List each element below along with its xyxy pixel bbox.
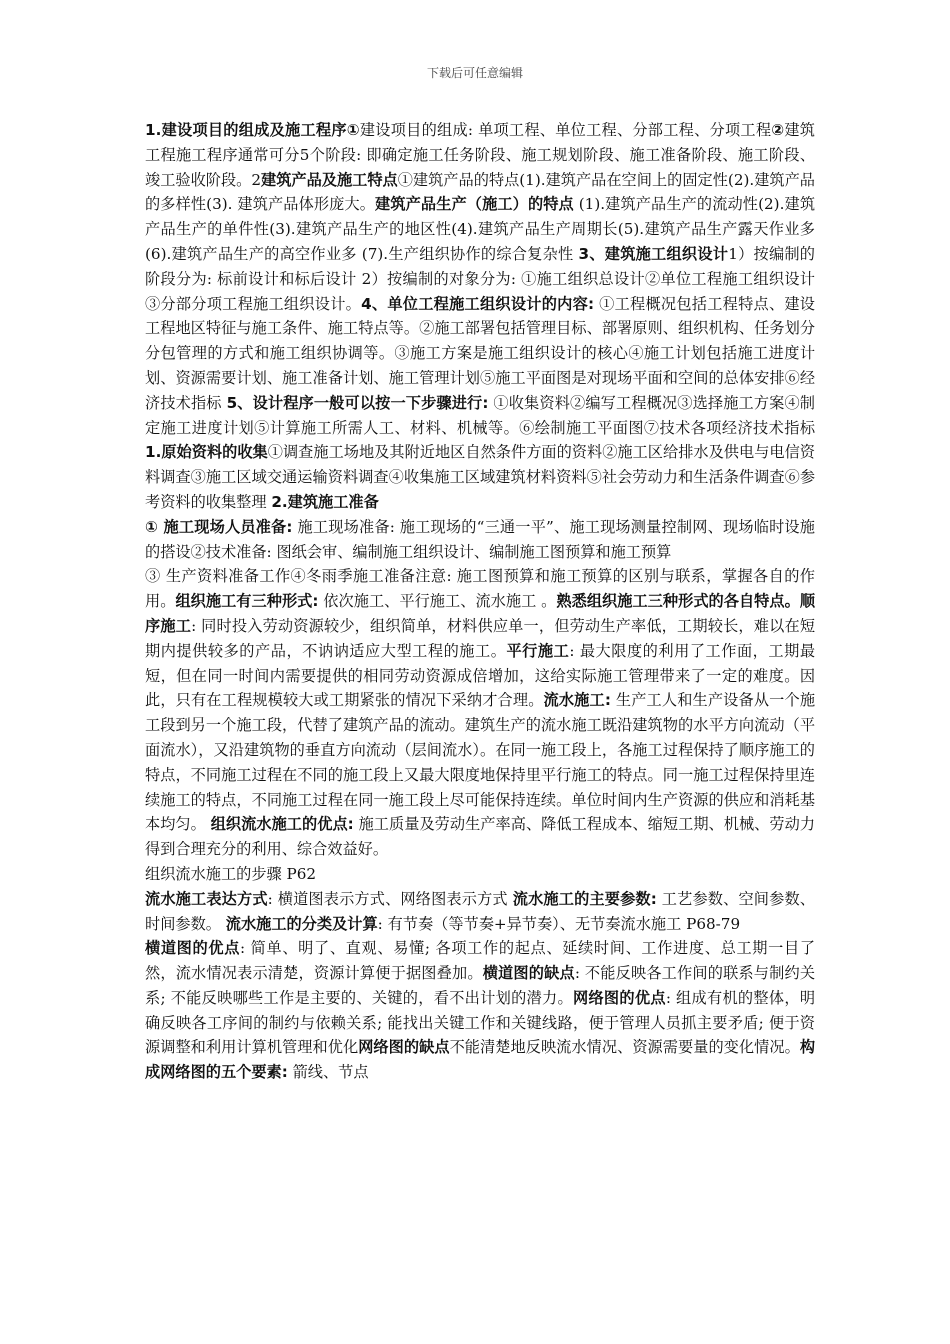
bold-heading-text: 横道图的优点 bbox=[145, 939, 241, 958]
body-text: : 不能反映各工作间的联系与制约关系; 不能反映哪些工作是主要的、关键的，看不出计划的潜力。 bbox=[145, 964, 816, 1007]
body-text: 生产工人和生产设备从一个施工段到另一个施工段，代替了建筑产品的流动。建筑生产的流水施工既沿建筑物的水平方向流动（平面流水），又沿建筑物的垂直方向流动（层间流水）。在同一施工段上，各施工过程保持了顺序施工的特点，不同施工过程在不同的施工段上又最大限度地保持里平行施工的特点。同一施工过程保持里连续施工的特点，不同施工过程在同一施工段上尽可能保持连续。单位时间内生产资源的供应和消耗基本均匀。 bbox=[145, 691, 816, 834]
body-text: 施工现场准备: 施工现场的“三通一平”、施工现场测量控制网、现场临时设施的搭设②技术准备: 图纸会审、编制施工组织设计、编制施工图预算和施工预算 bbox=[145, 517, 815, 561]
bold-heading-text: 5、设计程序一般可以按一下步骤进行: bbox=[226, 393, 489, 412]
body-text: : 同时投入劳动资源较少，组织简单，材料供应单一，但劳动生产率低，工期较长，难以在短期内提供较多的产品，不讷讷适应大型工程的施工。 bbox=[145, 616, 816, 660]
body-text: ①建筑产品的特点(1).建筑产品在空间上的固定性(2).建筑产品的多样性(3). 建筑产品体形庞大。 bbox=[145, 170, 815, 214]
body-text: : 有节奏（等节奏+异节奏）、无节奏流水施工 P68-79 bbox=[377, 914, 741, 933]
paragraph bbox=[145, 118, 815, 515]
body-text: : 组成有机的整体，明确反映各工序间的制约与依赖关系; 能找出关键工作和关键线路，便于管理人员抓主要矛盾; 便于资源调整和利用计算机管理和优化 bbox=[145, 988, 816, 1057]
body-text: ①工程概况包括工程特点、建设工程地区特征与施工条件、施工特点等。②施工部署包括管理目标、部署原则、组织机构、任务划分分包管理的方式和施工组织协调等。③施工方案是施工组织设计的核心④施工计划包括施工进度计划、资源需要计划、施工准备计划、施工管理计划⑤施工平面图是对现场平面和空间的总体安排⑥经济技术指标 bbox=[145, 294, 815, 412]
bold-heading-text: 网络图的优点 bbox=[572, 988, 666, 1007]
body-text: 依次施工、平行施工、流水施工 。 bbox=[318, 592, 557, 611]
body-text: 工艺参数、空间参数、时间参数。 bbox=[145, 889, 815, 933]
bold-heading-text: 组织施工有三种形式: bbox=[175, 592, 319, 611]
body-text: (1).建筑产品生产的流动性(2).建筑产品生产的单件性(3).建筑产品生产的地区性(4).建筑产品生产周期长(5).建筑产品生产露天作业多(6).建筑产品生产的高空作业多 (7).生产组织协作的综合复杂性 bbox=[145, 195, 816, 263]
bold-heading-text: 组织流水施工的优点: bbox=[210, 815, 354, 834]
paragraph bbox=[145, 862, 815, 887]
bold-heading-text: 构成网络图的五个要素: bbox=[145, 1038, 816, 1082]
paragraph bbox=[145, 936, 815, 1085]
bold-heading-text: 1.建设项目的组成及施工程序① bbox=[145, 121, 360, 139]
bold-heading-text: 流水施工表达方式 bbox=[145, 889, 268, 908]
body-text: 组织流水施工的步骤 P62 bbox=[145, 864, 317, 883]
body-text: 1）按编制的阶段分为: 标前设计和标后设计 2）按编制的对象分为: ①施工组织总设计②单位工程施工组织设计③分部分项工程施工组织设计。 bbox=[145, 244, 815, 313]
bold-heading-text: 建筑产品生产（施工）的特点 bbox=[375, 195, 574, 214]
body-text: 建设项目的组成: 单项工程、单位工程、分部工程、分项工程 bbox=[359, 121, 772, 139]
paragraph bbox=[145, 515, 815, 565]
paragraph bbox=[145, 887, 815, 937]
document-body bbox=[145, 118, 815, 1085]
bold-heading-text: 4、单位工程施工组织设计的内容: bbox=[361, 294, 595, 313]
body-text: 不能清楚地反映流水情况、资源需要量的变化情况。 bbox=[449, 1038, 800, 1057]
bold-heading-text: 横道图的缺点 bbox=[482, 964, 575, 983]
bold-heading-text: 熟悉组织施工三种形式的各自特点。顺序施工 bbox=[145, 592, 816, 635]
bold-heading-text: 网络图的缺点 bbox=[358, 1038, 450, 1057]
bold-heading-text: 流水施工的分类及计算 bbox=[225, 914, 378, 933]
body-text: : 横道图表示方式、网络图表示方式 bbox=[267, 889, 513, 908]
body-text: : 简单、明了、直观、易懂; 各项工作的起点、延续时间、工作进度、总工期一目了然，流水情况表示清楚，资源计算便于据图叠加。 bbox=[145, 939, 816, 983]
body-text: 箭线、节点 bbox=[287, 1063, 369, 1082]
bold-heading-text: ① 施工现场人员准备: bbox=[145, 517, 293, 536]
body-text: ①调查施工场地及其附近地区自然条件方面的资料②施工区给排水及供电与电信资料调查③施工区域交通运输资料调查④收集施工区域建筑材料资料⑤社会劳动力和生活条件调查⑥参考资料的收集整理 bbox=[145, 443, 815, 511]
bold-heading-text: 3、建筑施工组织设计 bbox=[578, 244, 729, 263]
bold-heading-text: 1.原始资料的收集 bbox=[145, 443, 268, 462]
bold-heading-text: 建筑产品及施工特点 bbox=[261, 170, 398, 189]
paragraph bbox=[145, 564, 815, 862]
body-text: 施工质量及劳动生产率高、降低工程成本、缩短工期、机械、劳动力得到合理充分的利用、综合效益好。 bbox=[145, 815, 816, 859]
bold-heading-text: 平行施工 bbox=[506, 641, 570, 660]
body-text: ③ 生产资料准备工作④冬雨季施工准备注意: 施工图预算和施工预算的区别与联系，掌握各自的作用。 bbox=[145, 567, 815, 611]
body-text: : 最大限度的利用了工作面，工期最短，但在同一时间内需要提供的相同劳动资源成倍增加，这给实际施工管理带来了一定的难度。因此，只有在工程规模较大或工期紧张的情况下采纳才合理。 bbox=[145, 641, 816, 710]
bold-heading-text: 流水施工: bbox=[543, 691, 611, 710]
page-header: 下载后可任意编辑 bbox=[426, 66, 523, 80]
bold-heading-text: 流水施工的主要参数: bbox=[512, 889, 657, 908]
body-text: 建筑工程施工程序通常可分5个阶段: 即确定施工任务阶段、施工规划阶段、施工准备阶段、施工阶段、竣工验收阶段。2 bbox=[145, 121, 815, 189]
bold-heading-text: 2.建筑施工准备 bbox=[271, 492, 379, 511]
bold-heading-text: ② bbox=[771, 121, 785, 139]
body-text: ①收集资料②编写工程概况③选择施工方案④制定施工进度计划⑤计算施工所需人工、材料、机械等。⑥绘制施工平面图⑦技术各项经济技术指标 bbox=[145, 393, 815, 437]
